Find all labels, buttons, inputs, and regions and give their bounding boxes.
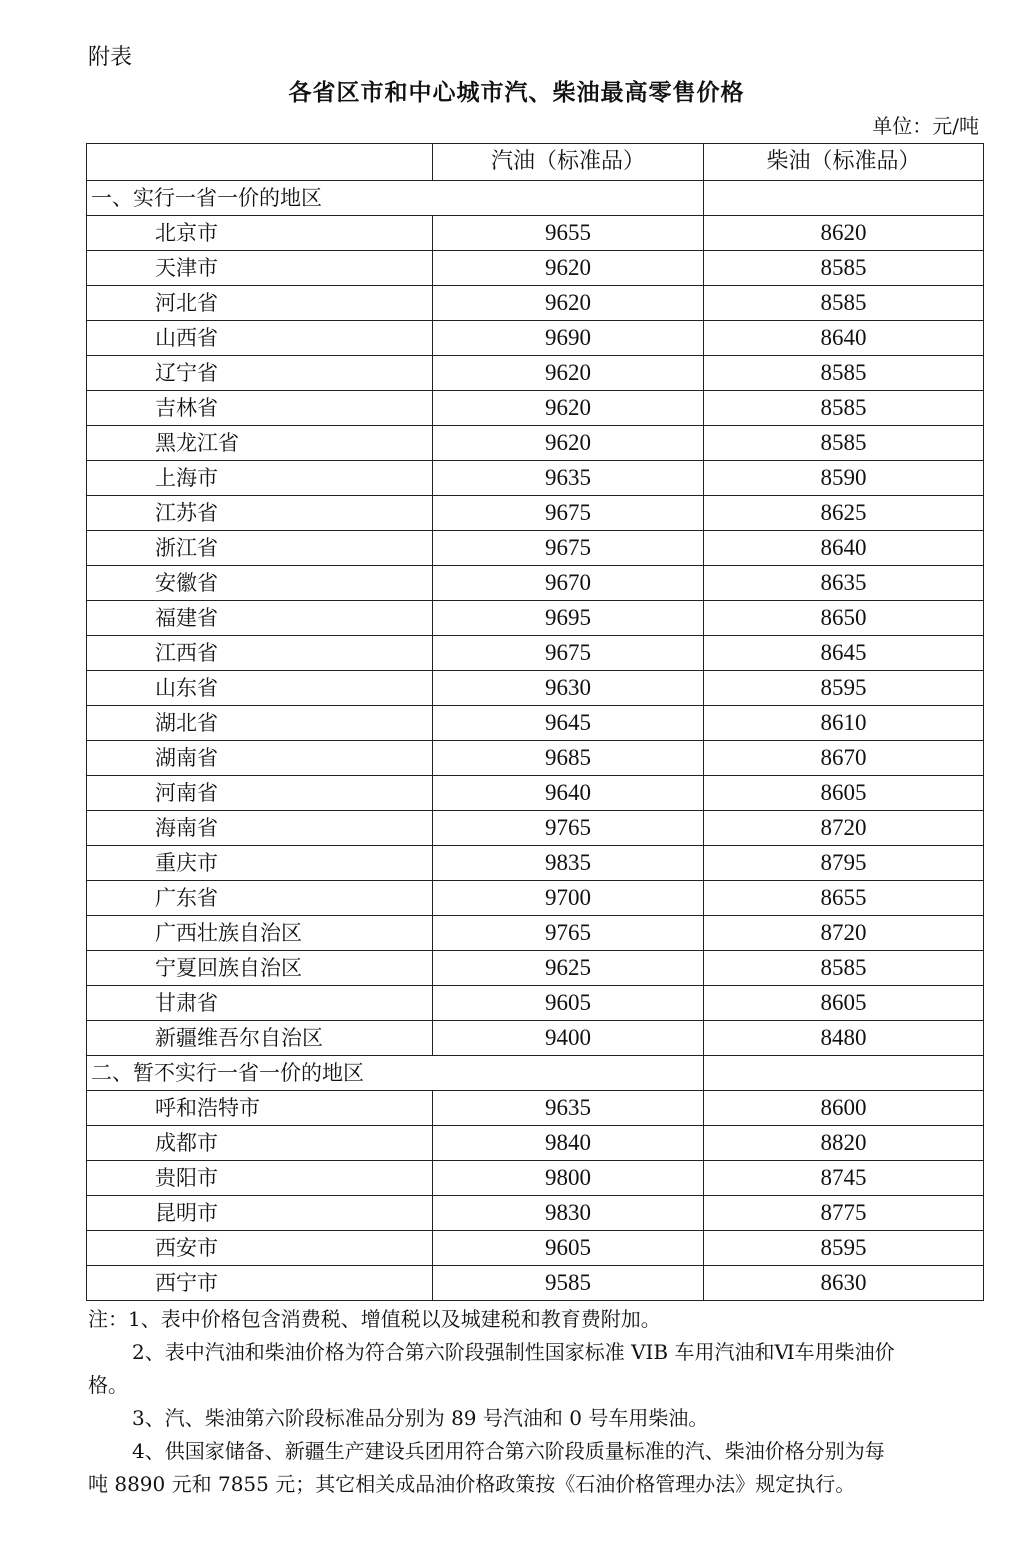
diesel-price: 8595 <box>704 671 984 706</box>
region-name: 成都市 <box>87 1126 433 1161</box>
header-diesel: 柴油（标准品） <box>704 144 984 181</box>
diesel-price: 8600 <box>704 1091 984 1126</box>
gasoline-price: 9700 <box>433 881 704 916</box>
table-row <box>87 566 984 601</box>
gasoline-price: 9620 <box>433 356 704 391</box>
table-row <box>87 1266 984 1301</box>
region-name: 吉林省 <box>87 391 433 426</box>
diesel-price: 8640 <box>704 321 984 356</box>
section-empty-cell <box>704 181 984 216</box>
diesel-price: 8480 <box>704 1021 984 1056</box>
region-name: 湖南省 <box>87 741 433 776</box>
region-name: 山西省 <box>87 321 433 356</box>
gasoline-price: 9605 <box>433 986 704 1021</box>
region-name: 昆明市 <box>87 1196 433 1231</box>
gasoline-price: 9835 <box>433 846 704 881</box>
diesel-price: 8605 <box>704 776 984 811</box>
table-row <box>87 986 984 1021</box>
gasoline-price: 9625 <box>433 951 704 986</box>
region-name: 呼和浩特市 <box>87 1091 433 1126</box>
region-name: 海南省 <box>87 811 433 846</box>
gasoline-price: 9670 <box>433 566 704 601</box>
table-row <box>87 811 984 846</box>
gasoline-price: 9605 <box>433 1231 704 1266</box>
region-name: 江苏省 <box>87 496 433 531</box>
gasoline-price: 9695 <box>433 601 704 636</box>
diesel-price: 8590 <box>704 461 984 496</box>
diesel-price: 8585 <box>704 391 984 426</box>
region-name: 上海市 <box>87 461 433 496</box>
header-gasoline: 汽油（标准品） <box>433 144 704 181</box>
gasoline-price: 9675 <box>433 531 704 566</box>
gasoline-price: 9800 <box>433 1161 704 1196</box>
table-row <box>87 461 984 496</box>
page-title: 各省区市和中心城市汽、柴油最高零售价格 <box>288 80 745 106</box>
table-row <box>87 1091 984 1126</box>
diesel-price: 8655 <box>704 881 984 916</box>
diesel-price: 8720 <box>704 916 984 951</box>
section-empty-cell <box>704 1056 984 1091</box>
diesel-price: 8795 <box>704 846 984 881</box>
gasoline-price: 9635 <box>433 461 704 496</box>
region-name: 安徽省 <box>87 566 433 601</box>
table-header-row <box>87 144 984 181</box>
gasoline-price: 9620 <box>433 251 704 286</box>
table-row <box>87 636 984 671</box>
appendix-label: 附表 <box>88 45 133 70</box>
note-4: 4、供国家储备、新疆生产建设兵团用符合第六阶段质量标准的汽、柴油价格分别为每 <box>132 1439 885 1463</box>
region-name: 湖北省 <box>87 706 433 741</box>
diesel-price: 8585 <box>704 356 984 391</box>
gasoline-price: 9620 <box>433 286 704 321</box>
region-name: 重庆市 <box>87 846 433 881</box>
table-row <box>87 1231 984 1266</box>
gasoline-price: 9675 <box>433 496 704 531</box>
gasoline-price: 9645 <box>433 706 704 741</box>
region-name: 浙江省 <box>87 531 433 566</box>
region-name: 广东省 <box>87 881 433 916</box>
region-name: 河南省 <box>87 776 433 811</box>
region-name: 福建省 <box>87 601 433 636</box>
table-row <box>87 531 984 566</box>
diesel-price: 8775 <box>704 1196 984 1231</box>
diesel-price: 8640 <box>704 531 984 566</box>
gasoline-price: 9635 <box>433 1091 704 1126</box>
table-row <box>87 741 984 776</box>
table-row <box>87 846 984 881</box>
table-row <box>87 321 984 356</box>
diesel-price: 8595 <box>704 1231 984 1266</box>
region-name: 天津市 <box>87 251 433 286</box>
table-row <box>87 216 984 251</box>
table-row <box>87 391 984 426</box>
header-region <box>87 144 433 181</box>
gasoline-price: 9830 <box>433 1196 704 1231</box>
table-row <box>87 1196 984 1231</box>
diesel-price: 8720 <box>704 811 984 846</box>
gasoline-price: 9840 <box>433 1126 704 1161</box>
table-row <box>87 776 984 811</box>
diesel-price: 8635 <box>704 566 984 601</box>
gasoline-price: 9640 <box>433 776 704 811</box>
unit-label: 单位：元/吨 <box>872 114 979 138</box>
diesel-price: 8585 <box>704 951 984 986</box>
diesel-price: 8625 <box>704 496 984 531</box>
region-name: 黑龙江省 <box>87 426 433 461</box>
gasoline-price: 9690 <box>433 321 704 356</box>
diesel-price: 8645 <box>704 636 984 671</box>
region-name: 宁夏回族自治区 <box>87 951 433 986</box>
table-row <box>87 286 984 321</box>
gasoline-price: 9585 <box>433 1266 704 1301</box>
table-row <box>87 951 984 986</box>
diesel-price: 8610 <box>704 706 984 741</box>
gasoline-price: 9675 <box>433 636 704 671</box>
gasoline-price: 9630 <box>433 671 704 706</box>
table-row <box>87 1126 984 1161</box>
section-label: 二、暂不实行一省一价的地区 <box>87 1056 704 1091</box>
section-row <box>87 181 984 216</box>
gasoline-price: 9620 <box>433 426 704 461</box>
gasoline-price: 9620 <box>433 391 704 426</box>
note-2-continued: 格。 <box>88 1373 128 1397</box>
diesel-price: 8820 <box>704 1126 984 1161</box>
note-4-continued: 吨 8890 元和 7855 元；其它相关成品油价格政策按《石油价格管理办法》规定执行。 <box>88 1472 856 1496</box>
table-row <box>87 671 984 706</box>
note-2: 2、表中汽油和柴油价格为符合第六阶段强制性国家标准 VIB 车用汽油和Ⅵ车用柴油价 <box>132 1340 895 1364</box>
gasoline-price: 9685 <box>433 741 704 776</box>
region-name: 山东省 <box>87 671 433 706</box>
table-row <box>87 881 984 916</box>
diesel-price: 8630 <box>704 1266 984 1301</box>
diesel-price: 8650 <box>704 601 984 636</box>
gasoline-price: 9655 <box>433 216 704 251</box>
region-name: 江西省 <box>87 636 433 671</box>
region-name: 贵阳市 <box>87 1161 433 1196</box>
table-row <box>87 706 984 741</box>
table-row <box>87 916 984 951</box>
diesel-price: 8745 <box>704 1161 984 1196</box>
diesel-price: 8620 <box>704 216 984 251</box>
diesel-price: 8585 <box>704 286 984 321</box>
region-name: 广西壮族自治区 <box>87 916 433 951</box>
table-row <box>87 426 984 461</box>
section-row <box>87 1056 984 1091</box>
diesel-price: 8585 <box>704 426 984 461</box>
region-name: 北京市 <box>87 216 433 251</box>
gasoline-price: 9400 <box>433 1021 704 1056</box>
table-row <box>87 1021 984 1056</box>
notes <box>88 1303 983 1501</box>
note-1: 注：1、表中价格包含消费税、增值税以及城建税和教育费附加。 <box>88 1307 661 1331</box>
region-name: 西安市 <box>87 1231 433 1266</box>
diesel-price: 8605 <box>704 986 984 1021</box>
diesel-price: 8585 <box>704 251 984 286</box>
region-name: 西宁市 <box>87 1266 433 1301</box>
note-3: 3、汽、柴油第六阶段标准品分别为 89 号汽油和 0 号车用柴油。 <box>132 1406 709 1430</box>
table-row <box>87 356 984 391</box>
table-row <box>87 496 984 531</box>
region-name: 河北省 <box>87 286 433 321</box>
diesel-price: 8670 <box>704 741 984 776</box>
region-name: 辽宁省 <box>87 356 433 391</box>
region-name: 新疆维吾尔自治区 <box>87 1021 433 1056</box>
gasoline-price: 9765 <box>433 811 704 846</box>
price-table <box>86 143 984 1301</box>
section-label: 一、实行一省一价的地区 <box>87 181 704 216</box>
gasoline-price: 9765 <box>433 916 704 951</box>
table-row <box>87 601 984 636</box>
table-row <box>87 1161 984 1196</box>
table-row <box>87 251 984 286</box>
region-name: 甘肃省 <box>87 986 433 1021</box>
